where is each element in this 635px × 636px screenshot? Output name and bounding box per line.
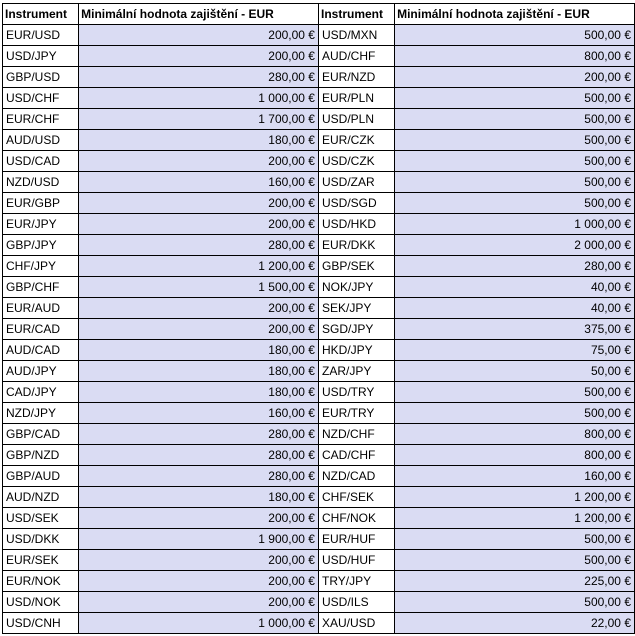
instrument-cell: EUR/NZD [318,67,394,88]
table-row [3,382,635,403]
table-row [3,361,635,382]
min-margin-cell: 500,00 € [395,193,635,214]
instrument-cell: USD/NOK [3,592,79,613]
header-instrument-left: Instrument [3,4,79,25]
min-margin-cell: 225,00 € [395,571,635,592]
header-min-margin-left: Minimální hodnota zajištění - EUR [79,4,319,25]
instrument-cell: GBP/USD [3,67,79,88]
min-margin-cell: 200,00 € [79,46,319,67]
min-margin-cell: 500,00 € [395,403,635,424]
min-margin-cell: 500,00 € [395,172,635,193]
instrument-cell: GBP/CAD [3,424,79,445]
min-margin-cell: 200,00 € [79,571,319,592]
min-margin-cell: 200,00 € [79,214,319,235]
min-margin-cell: 500,00 € [395,592,635,613]
instrument-cell: SEK/JPY [318,298,394,319]
table-row [3,130,635,151]
min-margin-cell: 22,00 € [395,613,635,634]
instrument-cell: CAD/JPY [3,382,79,403]
instrument-cell: USD/DKK [3,529,79,550]
instrument-cell: USD/TRY [318,382,394,403]
min-margin-cell: 1 000,00 € [79,613,319,634]
table-row [3,151,635,172]
table-row [3,88,635,109]
instrument-cell: GBP/SEK [318,256,394,277]
instrument-cell: EUR/TRY [318,403,394,424]
min-margin-cell: 500,00 € [395,130,635,151]
instrument-cell: USD/JPY [3,46,79,67]
min-margin-cell: 160,00 € [395,466,635,487]
instrument-cell: EUR/NOK [3,571,79,592]
instrument-cell: USD/CAD [3,151,79,172]
instrument-cell: HKD/JPY [318,340,394,361]
table-row [3,67,635,88]
min-margin-cell: 180,00 € [79,361,319,382]
instrument-cell: CHF/NOK [318,508,394,529]
instrument-cell: CAD/CHF [318,445,394,466]
instrument-cell: AUD/CHF [318,46,394,67]
min-margin-cell: 180,00 € [79,130,319,151]
instrument-cell: XAU/USD [318,613,394,634]
min-margin-cell: 500,00 € [395,25,635,46]
min-margin-cell: 200,00 € [79,508,319,529]
instrument-cell: GBP/AUD [3,466,79,487]
instrument-cell: USD/HUF [318,550,394,571]
min-margin-cell: 800,00 € [395,445,635,466]
instrument-cell: TRY/JPY [318,571,394,592]
min-margin-cell: 800,00 € [395,46,635,67]
min-margin-cell: 160,00 € [79,172,319,193]
instrument-cell: EUR/CZK [318,130,394,151]
instrument-cell: CHF/JPY [3,256,79,277]
table-row [3,613,635,634]
min-margin-cell: 180,00 € [79,382,319,403]
table-row [3,571,635,592]
table-row [3,277,635,298]
table-row [3,46,635,67]
min-margin-cell: 200,00 € [79,25,319,46]
min-margin-cell: 280,00 € [79,424,319,445]
min-margin-cell: 280,00 € [395,256,635,277]
min-margin-cell: 500,00 € [395,382,635,403]
instrument-cell: USD/ILS [318,592,394,613]
instrument-cell: EUR/AUD [3,298,79,319]
min-margin-cell: 2 000,00 € [395,235,635,256]
min-margin-cell: 75,00 € [395,340,635,361]
min-margin-cell: 1 000,00 € [395,214,635,235]
header-row [3,4,635,25]
min-margin-cell: 500,00 € [395,529,635,550]
min-margin-cell: 280,00 € [79,466,319,487]
instrument-cell: USD/SEK [3,508,79,529]
min-margin-cell: 280,00 € [79,67,319,88]
table-row [3,235,635,256]
table-row [3,319,635,340]
instrument-cell: EUR/CAD [3,319,79,340]
table-row [3,445,635,466]
table-row [3,214,635,235]
min-margin-cell: 280,00 € [79,445,319,466]
min-margin-cell: 1 700,00 € [79,109,319,130]
instrument-cell: USD/CNH [3,613,79,634]
table-row [3,529,635,550]
instrument-cell: USD/ZAR [318,172,394,193]
table-row [3,508,635,529]
instrument-cell: EUR/CHF [3,109,79,130]
instrument-cell: GBP/NZD [3,445,79,466]
min-margin-cell: 200,00 € [79,550,319,571]
instrument-cell: EUR/JPY [3,214,79,235]
table-row [3,340,635,361]
min-margin-cell: 500,00 € [395,88,635,109]
min-margin-cell: 1 200,00 € [395,508,635,529]
instrument-cell: NOK/JPY [318,277,394,298]
instrument-cell: USD/CZK [318,151,394,172]
instrument-cell: USD/CHF [3,88,79,109]
instrument-cell: SGD/JPY [318,319,394,340]
instrument-cell: NZD/JPY [3,403,79,424]
table-row [3,256,635,277]
min-margin-cell: 50,00 € [395,361,635,382]
table-row [3,466,635,487]
table-row [3,592,635,613]
instrument-cell: GBP/JPY [3,235,79,256]
min-margin-cell: 200,00 € [79,592,319,613]
margin-table [2,3,635,634]
instrument-cell: AUD/JPY [3,361,79,382]
instrument-cell: NZD/USD [3,172,79,193]
table-row [3,550,635,571]
table-row [3,172,635,193]
instrument-cell: EUR/PLN [318,88,394,109]
min-margin-cell: 200,00 € [79,193,319,214]
instrument-cell: ZAR/JPY [318,361,394,382]
min-margin-cell: 1 900,00 € [79,529,319,550]
min-margin-cell: 200,00 € [79,151,319,172]
instrument-cell: CHF/SEK [318,487,394,508]
instrument-cell: EUR/DKK [318,235,394,256]
instrument-cell: EUR/GBP [3,193,79,214]
header-min-margin-right: Minimální hodnota zajištění - EUR [395,4,635,25]
table-row [3,193,635,214]
min-margin-cell: 180,00 € [79,487,319,508]
instrument-cell: NZD/CAD [318,466,394,487]
instrument-cell: AUD/CAD [3,340,79,361]
min-margin-cell: 800,00 € [395,424,635,445]
instrument-cell: EUR/USD [3,25,79,46]
min-margin-cell: 500,00 € [395,550,635,571]
table-row [3,487,635,508]
min-margin-cell: 280,00 € [79,235,319,256]
instrument-cell: NZD/CHF [318,424,394,445]
min-margin-cell: 40,00 € [395,277,635,298]
table-row [3,403,635,424]
min-margin-cell: 200,00 € [79,298,319,319]
instrument-cell: EUR/SEK [3,550,79,571]
min-margin-cell: 500,00 € [395,151,635,172]
min-margin-cell: 160,00 € [79,403,319,424]
instrument-cell: EUR/HUF [318,529,394,550]
min-margin-cell: 200,00 € [395,67,635,88]
table-row [3,298,635,319]
table-row [3,25,635,46]
instrument-cell: GBP/CHF [3,277,79,298]
min-margin-cell: 1 200,00 € [395,487,635,508]
min-margin-cell: 1 200,00 € [79,256,319,277]
min-margin-cell: 1 500,00 € [79,277,319,298]
instrument-cell: USD/MXN [318,25,394,46]
instrument-cell: AUD/USD [3,130,79,151]
table-row [3,424,635,445]
min-margin-cell: 1 000,00 € [79,88,319,109]
instrument-cell: USD/PLN [318,109,394,130]
header-instrument-right: Instrument [318,4,394,25]
min-margin-cell: 200,00 € [79,319,319,340]
min-margin-cell: 375,00 € [395,319,635,340]
min-margin-cell: 500,00 € [395,109,635,130]
instrument-cell: USD/SGD [318,193,394,214]
min-margin-cell: 40,00 € [395,298,635,319]
instrument-cell: AUD/NZD [3,487,79,508]
table-row [3,109,635,130]
instrument-cell: USD/HKD [318,214,394,235]
min-margin-cell: 180,00 € [79,340,319,361]
